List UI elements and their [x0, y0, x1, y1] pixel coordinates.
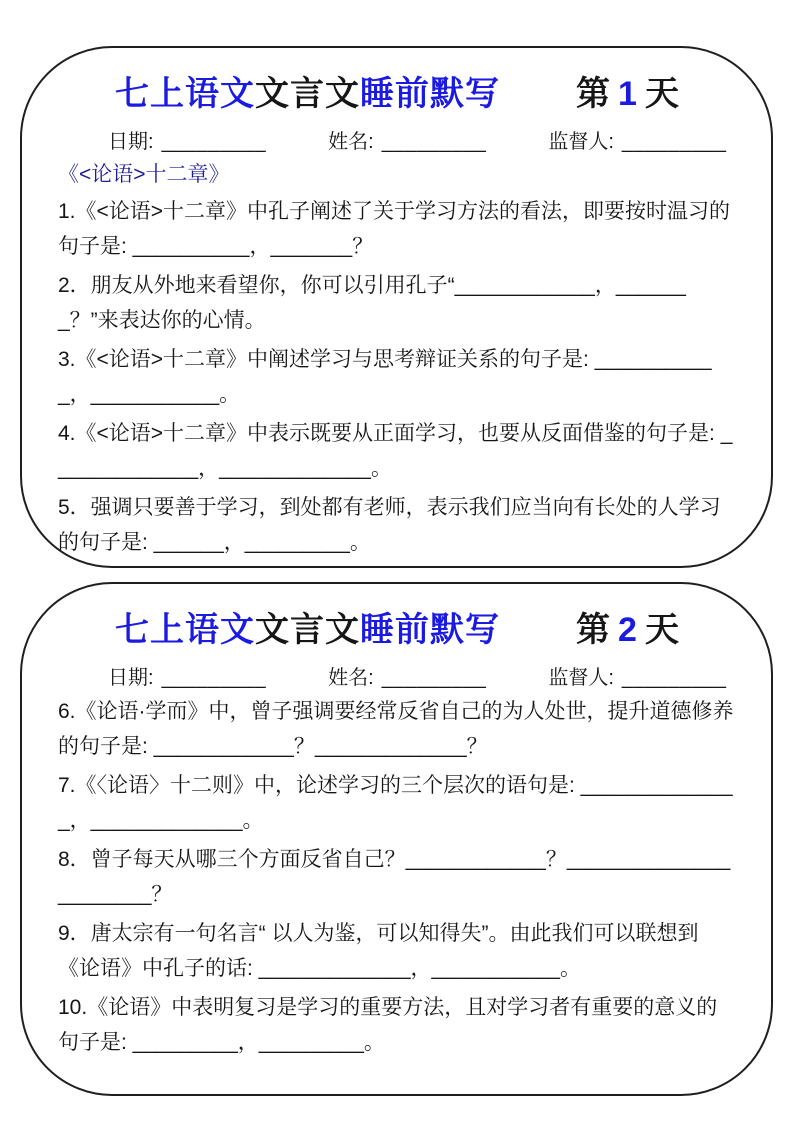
- title-activity: 睡前默写: [360, 611, 501, 649]
- date-blank-line: _________: [161, 131, 267, 153]
- question-list-day1: [58, 194, 737, 560]
- question-4: 4.《<论语>十二章》中表示既要从正面学习，也要从反面借鉴的句子是: _____________，_____________。: [58, 422, 733, 480]
- day-number: 2: [618, 611, 638, 649]
- supervisor-field: [548, 661, 726, 690]
- question-9: 9．唐太宗有一句名言“ 以人为鉴，可以知得失”。由此我们可以联想到《论语》中孔子的话: _____________，___________。: [58, 922, 699, 980]
- title-activity: 睡前默写: [360, 75, 501, 113]
- day-prefix: 第: [576, 75, 612, 113]
- question-1: 1.《<论语>十二章》中孔子阐述了关于学习方法的看法，即要按时温习的句子是: __________，_______？: [58, 200, 731, 258]
- question-2: 2．朋友从外地来看望你，你可以引用孔子“____________，_______？”来表达你的心情。: [58, 274, 686, 332]
- name-label: 姓名:: [328, 131, 374, 153]
- worksheet-card-day1: [20, 46, 773, 568]
- date-label: 日期:: [108, 667, 154, 689]
- question-10: 10.《论语》中表明复习是学习的重要方法，且对学习者有重要的意义的句子是: _________，_________。: [58, 996, 718, 1054]
- question-6: 6.《论语·学而》中，曾子强调要经常反省自己的为人处世，提升道德修养的句子是: ____________？_____________？: [58, 700, 734, 758]
- section-heading: 《<论语>十二章》: [58, 163, 230, 186]
- day-number: 1: [618, 75, 638, 113]
- question-3: 3.《<论语>十二章》中阐述学习与思考辩证关系的句子是: ___________，___________。: [58, 348, 712, 406]
- name-field: [328, 661, 486, 690]
- supervisor-blank-line: _________: [621, 131, 727, 153]
- card-title-day2: [58, 602, 737, 651]
- title-topic: 文言文: [255, 75, 361, 113]
- date-label: 日期:: [108, 131, 154, 153]
- title-topic: 文言文: [255, 611, 361, 649]
- supervisor-field: [548, 125, 726, 154]
- name-blank-line: _________: [381, 667, 487, 689]
- title-course: 七上语文: [115, 611, 256, 649]
- date-field: [108, 661, 266, 690]
- header-fields-day1: [58, 125, 737, 154]
- day-suffix: 天: [644, 611, 680, 649]
- day-suffix: 天: [644, 75, 680, 113]
- worksheet-card-day2: [20, 582, 773, 1096]
- supervisor-label: 监督人:: [548, 667, 614, 689]
- card-title-day1: [58, 66, 737, 115]
- name-blank-line: _________: [381, 131, 487, 153]
- date-field: [108, 125, 266, 154]
- supervisor-blank-line: _________: [621, 667, 727, 689]
- supervisor-label: 监督人:: [548, 131, 614, 153]
- question-5: 5．强调只要善于学习，到处都有老师，表示我们应当向有长处的人学习的句子是: ______，_________。: [58, 496, 721, 554]
- worksheet-title: [115, 66, 500, 115]
- header-fields-day2: [58, 661, 737, 690]
- day-label: [576, 602, 680, 651]
- day-prefix: 第: [576, 611, 612, 649]
- name-label: 姓名:: [328, 667, 374, 689]
- date-blank-line: _________: [161, 667, 267, 689]
- day-label: [576, 66, 680, 115]
- worksheet-title: [115, 602, 500, 651]
- name-field: [328, 125, 486, 154]
- title-course: 七上语文: [115, 75, 256, 113]
- question-list-day2: [58, 694, 737, 1060]
- question-7: 7.《〈论语〉十二则》中，论述学习的三个层次的语句是: ______________，_____________。: [58, 774, 733, 832]
- question-8: 8．曾子每天从哪三个方面反省自己？____________？______________________？: [58, 848, 731, 906]
